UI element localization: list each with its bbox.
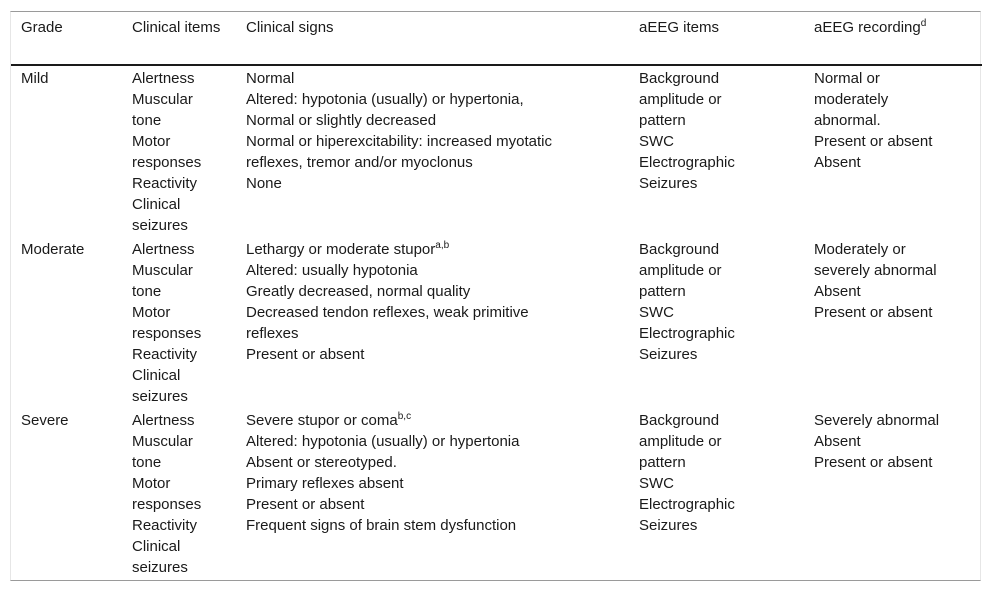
clinical-item-line: responses [132, 154, 202, 171]
aeeg-recording-line: Moderately or [814, 241, 906, 258]
aeeg-item-line: Electrographic [639, 496, 735, 513]
aeeg-item-line: Electrographic [639, 154, 735, 171]
clinical-item-line: Alertness [132, 241, 195, 258]
aeeg-item-line: pattern [639, 283, 686, 300]
aeeg-recording-line: moderately [814, 91, 889, 108]
aeeg-recording-line: Absent [814, 154, 861, 171]
clinical-sign-text: Altered: hypotonia (usually) or hypertonia [246, 433, 520, 450]
clinical-item-line: Alertness [132, 412, 195, 429]
clinical-sign-line [246, 131, 619, 152]
clinical-item-line: tone [132, 454, 162, 471]
clinical-sign-text: Greatly decreased, normal quality [246, 283, 471, 300]
clinical-sign-text: Altered: hypotonia (usually) or hypertonia, [246, 91, 524, 108]
aeeg-recording-line: abnormal. [814, 112, 881, 129]
aeeg-item-line: Seizures [639, 175, 698, 192]
clinical-sign-text: Present or absent [246, 346, 365, 363]
clinical-item-line: Motor [132, 475, 171, 492]
clinical-signs-cell [236, 65, 629, 237]
aeeg-item-line: Electrographic [639, 325, 735, 342]
aeeg-item-line: amplitude or [639, 262, 722, 279]
clinical-sign-line [246, 239, 619, 260]
clinical-item-line: Clinical [132, 538, 181, 555]
clinical-sign-text: Present or absent [246, 496, 365, 513]
clinical-item-line: tone [132, 283, 162, 300]
clinical-item-line: Motor [132, 133, 171, 150]
grading-table-container [10, 11, 981, 581]
clinical-sign-text: Lethargy or moderate stupor [246, 241, 436, 258]
clinical-sign-line [246, 89, 619, 110]
aeeg-recording-cell [804, 237, 982, 408]
clinical-item-line: Muscular [132, 433, 193, 450]
clinical-sign-line [246, 410, 619, 431]
grade-label: Moderate [21, 241, 85, 258]
grade-cell [11, 408, 122, 579]
aeeg-item-line: SWC [639, 475, 674, 492]
aeeg-item-line: pattern [639, 454, 686, 471]
clinical-sign-text: Normal or hiperexcitability: increased myotatic [246, 133, 552, 150]
aeeg-recording-cell [804, 408, 982, 579]
grading-table [11, 12, 982, 579]
clinical-signs-cell [236, 237, 629, 408]
aeeg-item-line: Background [639, 412, 720, 429]
aeeg-item-line: Seizures [639, 346, 698, 363]
header-grade: Grade [21, 19, 63, 36]
grade-cell [11, 237, 122, 408]
table-header [11, 12, 982, 65]
table-row [11, 65, 982, 237]
aeeg-items-cell [629, 408, 804, 579]
grade-label: Severe [21, 412, 69, 429]
aeeg-item-line: amplitude or [639, 91, 722, 108]
aeeg-recording-line: Absent [814, 283, 861, 300]
clinical-item-line: seizures [132, 217, 188, 234]
aeeg-item-line: SWC [639, 304, 674, 321]
aeeg-recording-line: Absent [814, 433, 861, 450]
clinical-sign-text: Normal or slightly decreased [246, 112, 437, 129]
clinical-item-line: Alertness [132, 70, 195, 87]
aeeg-recording-line: severely abnormal [814, 262, 937, 279]
footnote-marker: b,c [397, 411, 412, 422]
clinical-item-line: Reactivity [132, 175, 198, 192]
header-clinical-signs: Clinical signs [246, 19, 334, 36]
header-clinical-items: Clinical items [132, 19, 221, 36]
footnote-marker: a,b [435, 240, 450, 251]
aeeg-recording-cell [804, 65, 982, 237]
clinical-items-cell [122, 65, 236, 237]
clinical-sign-text: reflexes [246, 325, 299, 342]
table-body [11, 65, 982, 579]
clinical-items-cell [122, 408, 236, 579]
clinical-sign-line [246, 302, 619, 323]
footnote-marker: d [920, 18, 927, 29]
aeeg-recording-line: Normal or [814, 70, 880, 87]
header-aeeg-recording [804, 12, 982, 65]
clinical-sign-line [246, 68, 619, 89]
clinical-sign-text: None [246, 175, 282, 192]
clinical-sign-line [246, 152, 619, 173]
clinical-sign-line [246, 344, 619, 365]
clinical-sign-line [246, 515, 619, 536]
clinical-sign-line [246, 452, 619, 473]
clinical-item-line: Motor [132, 304, 171, 321]
aeeg-items-cell [629, 65, 804, 237]
clinical-item-line: Clinical [132, 196, 181, 213]
clinical-sign-text: Primary reflexes absent [246, 475, 404, 492]
aeeg-item-line: amplitude or [639, 433, 722, 450]
clinical-sign-text: reflexes, tremor and/or myoclonus [246, 154, 473, 171]
clinical-sign-text: Absent or stereotyped. [246, 454, 397, 471]
clinical-sign-line [246, 494, 619, 515]
table-row [11, 408, 982, 579]
clinical-sign-text: Altered: usually hypotonia [246, 262, 418, 279]
table-row [11, 237, 982, 408]
clinical-sign-text: Decreased tendon reflexes, weak primitive [246, 304, 529, 321]
clinical-sign-line [246, 260, 619, 281]
clinical-item-line: Clinical [132, 367, 181, 384]
aeeg-item-line: Background [639, 70, 720, 87]
aeeg-recording-line: Present or absent [814, 133, 933, 150]
clinical-sign-line [246, 431, 619, 452]
clinical-sign-line [246, 110, 619, 131]
clinical-item-line: seizures [132, 559, 188, 576]
grade-cell [11, 65, 122, 237]
clinical-item-line: Reactivity [132, 346, 198, 363]
clinical-sign-line [246, 323, 619, 344]
aeeg-recording-line: Present or absent [814, 304, 933, 321]
clinical-item-line: tone [132, 112, 162, 129]
clinical-signs-cell [236, 408, 629, 579]
clinical-sign-text: Severe stupor or coma [246, 412, 398, 429]
clinical-sign-line [246, 473, 619, 494]
aeeg-items-cell [629, 237, 804, 408]
aeeg-recording-line: Severely abnormal [814, 412, 940, 429]
grade-label: Mild [21, 70, 49, 87]
clinical-item-line: Reactivity [132, 517, 198, 534]
header-aeeg-recording-label: aEEG recording [814, 19, 921, 36]
clinical-items-cell [122, 237, 236, 408]
header-aeeg-items: aEEG items [639, 19, 720, 36]
clinical-sign-line [246, 281, 619, 302]
clinical-item-line: Muscular [132, 262, 193, 279]
aeeg-item-line: Background [639, 241, 720, 258]
clinical-sign-text: Normal [246, 70, 295, 87]
aeeg-item-line: SWC [639, 133, 674, 150]
aeeg-item-line: pattern [639, 112, 686, 129]
clinical-item-line: responses [132, 325, 202, 342]
clinical-item-line: responses [132, 496, 202, 513]
aeeg-item-line: Seizures [639, 517, 698, 534]
aeeg-recording-line: Present or absent [814, 454, 933, 471]
clinical-sign-line [246, 173, 619, 194]
clinical-sign-text: Frequent signs of brain stem dysfunction [246, 517, 517, 534]
clinical-item-line: seizures [132, 388, 188, 405]
clinical-item-line: Muscular [132, 91, 193, 108]
